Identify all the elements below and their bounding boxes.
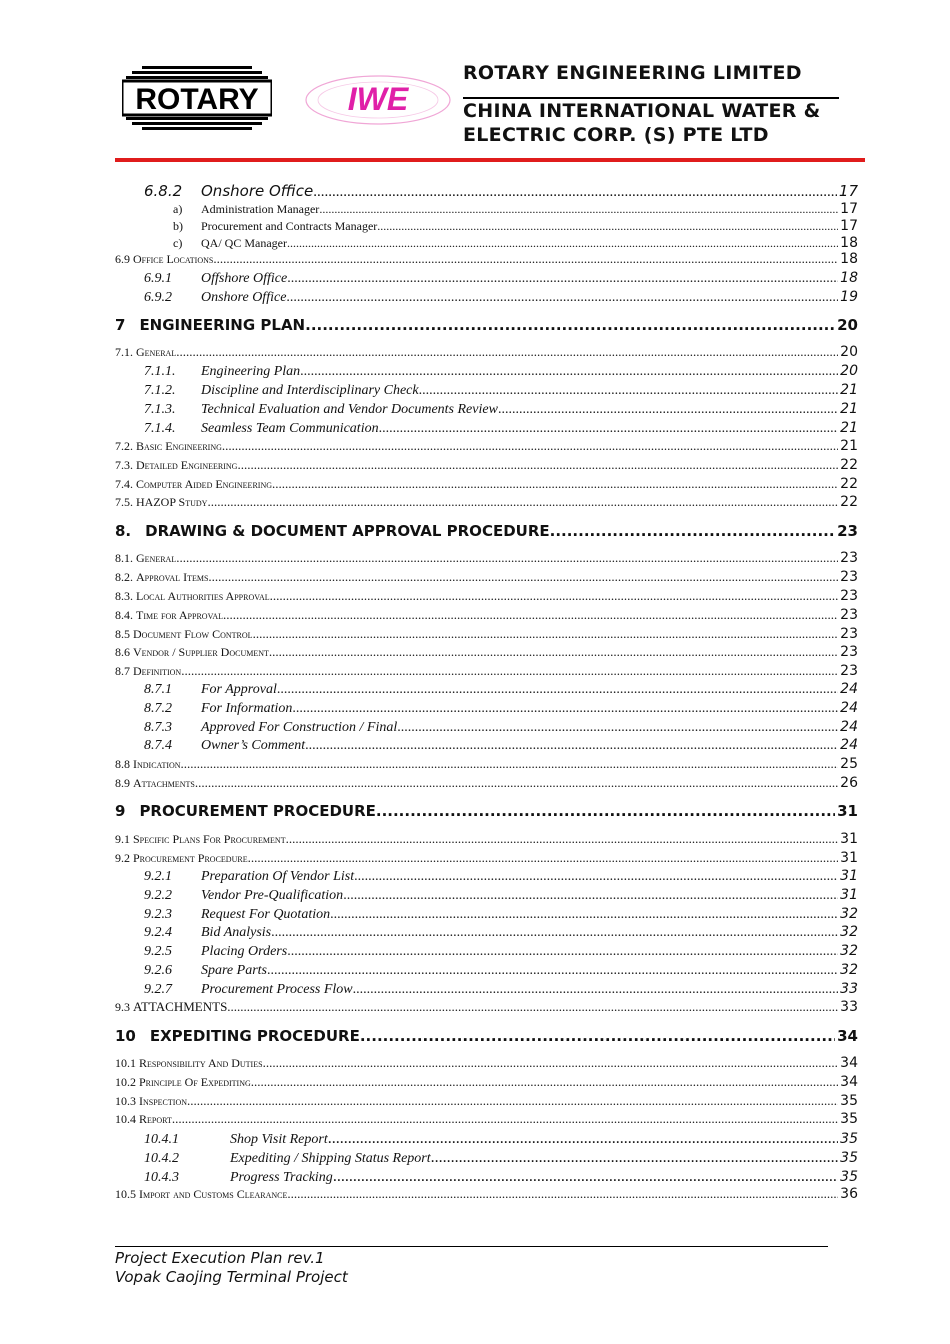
toc-entry[interactable] [115, 644, 858, 661]
toc-page: 22 [840, 476, 858, 492]
toc-page: 21 [840, 420, 858, 436]
toc-number: 8.7.4 [144, 738, 172, 753]
toc-label: DRAWING & DOCUMENT APPROVAL PROCEDURE [145, 522, 550, 540]
toc-number: 7.1.4. [144, 421, 176, 436]
toc-page: 32 [840, 924, 858, 940]
toc-number: 8.5 [115, 627, 130, 641]
toc-leader [277, 682, 838, 698]
toc-entry[interactable] [115, 831, 858, 848]
toc-entry[interactable] [115, 494, 858, 511]
toc-entry[interactable] [115, 906, 858, 924]
toc-label: Report [139, 1112, 172, 1126]
toc-number: 9.2.1 [144, 869, 172, 884]
toc-label: Discipline and Interdisciplinary Check [201, 383, 419, 398]
toc-page: 31 [840, 868, 858, 884]
toc-number: 6.8.2 [144, 182, 183, 200]
toc-entry[interactable] [115, 316, 858, 336]
toc-number: 8.2. [115, 570, 133, 584]
toc-leader [207, 494, 838, 510]
toc-label: Onshore Office [201, 290, 287, 305]
toc-leader [305, 316, 835, 334]
toc-leader [263, 1055, 839, 1071]
toc-page: 31 [840, 850, 858, 866]
toc-number: 8.8 [115, 757, 130, 771]
toc-label: Placing Orders [201, 944, 288, 959]
toc-number: 7.1.2. [144, 383, 176, 398]
toc-entry[interactable] [115, 756, 858, 773]
toc-label: Bid Analysis [201, 925, 272, 940]
toc-label: Preparation Of Vendor List [201, 869, 355, 884]
toc-page: 17 [838, 182, 858, 200]
toc-page: 31 [840, 887, 858, 903]
toc-number: 7.2. [115, 439, 133, 453]
toc-label: Progress Tracking [230, 1170, 333, 1185]
toc-entry[interactable] [115, 981, 858, 999]
toc-leader [227, 999, 838, 1015]
toc-number: 7.1. [115, 345, 133, 359]
toc-label: Computer Aided Engineering [136, 477, 272, 491]
toc-entry[interactable] [115, 344, 858, 361]
toc-number: 6.9.2 [144, 290, 172, 305]
toc-label: Owner’s Comment [201, 738, 306, 753]
toc-number: 7.5. [115, 495, 133, 509]
toc-page: 19 [840, 289, 858, 305]
toc-label: Vendor / Supplier Document [133, 645, 269, 659]
toc-leader [319, 202, 838, 217]
toc-page: 33 [840, 981, 858, 997]
toc-label: Approved For Construction / Final [201, 720, 398, 735]
toc-entry[interactable] [115, 868, 858, 886]
toc-page: 18 [840, 235, 858, 251]
toc-page: 22 [840, 457, 858, 473]
toc-leader [213, 251, 838, 267]
toc-entry[interactable] [115, 1168, 858, 1186]
toc-page: 24 [840, 681, 858, 697]
toc-entry[interactable] [115, 663, 858, 680]
toc-number: 9.2.4 [144, 925, 172, 940]
toc-leader [181, 663, 838, 679]
toc-leader [208, 569, 838, 585]
toc-number: 10.3 [115, 1094, 136, 1108]
toc-entry[interactable] [115, 607, 858, 624]
toc-entry[interactable] [115, 235, 858, 251]
toc-number: 6.9 [115, 252, 130, 266]
footer-rule [115, 1246, 828, 1247]
toc-leader [223, 607, 838, 623]
toc-page: 31 [837, 802, 858, 820]
toc-number: 9.2.3 [144, 907, 172, 922]
iwe-logo-text: IWE [347, 81, 409, 117]
toc-page: 32 [840, 943, 858, 959]
toc-entry[interactable] [115, 289, 858, 307]
toc-label: Document Flow Control [133, 627, 253, 641]
toc-label: Indication [133, 757, 181, 771]
toc-page: 34 [840, 1055, 858, 1071]
toc-page: 24 [840, 700, 858, 716]
toc-label: Inspection [139, 1094, 187, 1108]
toc-leader [176, 550, 838, 566]
toc-leader [287, 271, 838, 287]
toc-number: 8.1. [115, 551, 133, 565]
toc-entry[interactable] [115, 1074, 858, 1091]
toc-entry[interactable] [115, 1149, 858, 1167]
toc-entry[interactable] [115, 999, 858, 1016]
toc-leader [292, 701, 838, 717]
toc-label: Vendor Pre-Qualification [201, 888, 344, 903]
toc-number: 10 [115, 1027, 136, 1045]
toc-number: 9.2.5 [144, 944, 172, 959]
toc-label: Office Locations [133, 252, 214, 266]
toc-page: 17 [840, 201, 858, 217]
toc-leader [431, 1149, 839, 1167]
toc-entry[interactable] [115, 1093, 858, 1110]
toc-label: Procurement Procedure [133, 851, 248, 865]
toc-page: 36 [840, 1186, 858, 1202]
toc-entry[interactable] [115, 943, 858, 961]
toc-page: 24 [840, 737, 858, 753]
toc-number: 10.4.1 [144, 1132, 179, 1147]
toc-number: 9.2.2 [144, 888, 172, 903]
toc-number: 7 [115, 316, 126, 334]
toc-entry[interactable] [115, 626, 858, 643]
toc-label: Offshore Office [201, 271, 288, 286]
toc-leader [195, 775, 838, 791]
toc-label: Detailed Engineering [136, 458, 238, 472]
toc-label: Spare Parts [201, 963, 267, 978]
toc-label: Request For Quotation [201, 907, 331, 922]
toc-entry[interactable] [115, 476, 858, 493]
toc-label: Engineering Plan [201, 364, 301, 379]
toc-page: 35 [840, 1150, 858, 1166]
toc-leader [251, 1074, 838, 1090]
rotary-logo [122, 66, 272, 130]
toc-page: 23 [840, 569, 858, 585]
toc-number: 8.7.2 [144, 701, 172, 716]
toc-entry[interactable] [115, 775, 858, 792]
toc-leader [286, 290, 838, 306]
toc-entry[interactable] [115, 924, 858, 942]
toc-entry[interactable] [115, 737, 858, 755]
toc-page: 23 [840, 663, 858, 679]
toc-leader [237, 457, 838, 473]
toc-number: 8.9 [115, 776, 130, 790]
toc-page: 24 [840, 719, 858, 735]
toc-leader [376, 802, 835, 820]
toc-entry[interactable] [115, 1027, 858, 1047]
toc-label: Approval Items [136, 570, 209, 584]
toc-leader [287, 1186, 838, 1202]
toc-page: 23 [840, 626, 858, 642]
toc-number: 10.5 [115, 1187, 136, 1201]
toc-label: ENGINEERING PLAN [139, 316, 306, 334]
toc-label: Principle Of Expediting [139, 1075, 251, 1089]
toc-entry[interactable] [115, 1130, 858, 1148]
toc-leader [269, 644, 838, 660]
toc-page: 35 [840, 1111, 858, 1127]
toc-number: 7.4. [115, 477, 133, 491]
toc-page: 21 [840, 401, 858, 417]
toc-label: Shop Visit Report [230, 1132, 328, 1147]
toc-number: 7.1.1. [144, 364, 176, 379]
toc-entry[interactable] [115, 522, 858, 542]
toc-leader [343, 888, 838, 904]
toc-entry[interactable] [115, 962, 858, 980]
toc-entry[interactable] [115, 550, 858, 567]
toc-entry[interactable] [115, 251, 858, 268]
toc-number: 10.4.2 [144, 1151, 179, 1166]
toc-label: Specific Plans For Procurement [133, 832, 286, 846]
toc-number: c) [173, 236, 183, 250]
toc-label: For Approval [201, 682, 277, 697]
toc-leader [550, 522, 836, 540]
toc-entry[interactable] [115, 569, 858, 586]
toc-leader [248, 850, 839, 866]
toc-leader [328, 1130, 838, 1148]
toc-number: 9.3 [115, 1000, 130, 1014]
toc-entry[interactable] [115, 382, 858, 400]
toc-label: Technical Evaluation and Vendor Documents Review [201, 402, 498, 417]
toc-entry[interactable] [115, 1055, 858, 1072]
toc-leader [267, 963, 838, 979]
toc-leader [353, 982, 839, 998]
toc-leader [313, 184, 837, 201]
toc-page: 20 [840, 363, 858, 379]
toc-number: 10.1 [115, 1056, 136, 1070]
toc-page: 18 [840, 251, 858, 267]
company-name-line3: ELECTRIC CORP. (S) PTE LTD [463, 124, 769, 146]
toc-page: 35 [840, 1169, 858, 1185]
toc-leader [397, 720, 838, 736]
toc-entry[interactable] [115, 850, 858, 867]
toc-page: 20 [840, 344, 858, 360]
toc-page: 26 [840, 775, 858, 791]
toc-number: 7.3. [115, 458, 133, 472]
toc-entry[interactable] [115, 588, 858, 605]
toc-leader [222, 438, 838, 454]
toc-number: 6.9.1 [144, 271, 172, 286]
toc-entry[interactable] [115, 363, 858, 381]
toc-page: 25 [840, 756, 858, 772]
toc-leader [181, 756, 839, 772]
toc-label: ATTACHMENTS [133, 999, 228, 1014]
rotary-logo-text: ROTARY [135, 83, 259, 116]
footer-line1: Project Execution Plan rev.1 [115, 1249, 325, 1267]
toc-entry[interactable] [115, 1111, 858, 1128]
toc-label: Expediting / Shipping Status Report [230, 1151, 431, 1166]
iwe-logo [303, 74, 453, 126]
toc-number: 9.2.7 [144, 982, 172, 997]
toc-number: 10.4.3 [144, 1170, 179, 1185]
toc-entry[interactable] [115, 681, 858, 699]
toc-leader [330, 907, 838, 923]
toc-leader [333, 1168, 838, 1186]
toc-page: 32 [840, 962, 858, 978]
toc-number: 10.2 [115, 1075, 136, 1089]
toc-page: 22 [840, 494, 858, 510]
toc-leader [271, 925, 838, 941]
toc-page: 23 [840, 550, 858, 566]
toc-leader [354, 869, 838, 885]
toc-entry[interactable] [115, 719, 858, 737]
toc-label: Import and Customs Clearance [139, 1187, 288, 1201]
toc-leader [360, 1027, 835, 1045]
toc-leader [253, 626, 839, 642]
footer-line2: Vopak Caojing Terminal Project [115, 1268, 348, 1286]
toc-label: Administration Manager [201, 202, 320, 216]
toc-page: 35 [840, 1131, 858, 1147]
toc-number: 8.7 [115, 664, 130, 678]
toc-entry[interactable] [115, 700, 858, 718]
toc-label: General [136, 551, 177, 565]
toc-leader [172, 1111, 838, 1127]
toc-label: Attachments [133, 776, 195, 790]
toc-entry[interactable] [115, 1186, 858, 1203]
toc-page: 20 [837, 316, 858, 334]
toc-number: 8.3. [115, 589, 133, 603]
toc-entry[interactable] [115, 457, 858, 474]
toc-number: 10.4 [115, 1112, 136, 1126]
toc-label: Seamless Team Communication [201, 421, 379, 436]
toc-entry[interactable] [115, 201, 858, 217]
toc-leader [287, 236, 838, 251]
toc-number: 9 [115, 802, 126, 820]
toc-entry[interactable] [115, 420, 858, 438]
toc-leader [272, 476, 838, 492]
toc-entry[interactable] [115, 438, 858, 455]
toc-number: 8.4. [115, 608, 133, 622]
toc-entry[interactable] [115, 401, 858, 419]
toc-leader [187, 1093, 838, 1109]
toc-label: HAZOP Study [136, 495, 208, 509]
toc-entry[interactable] [115, 218, 858, 234]
toc-label: General [136, 345, 177, 359]
toc-label: For Information [201, 701, 293, 716]
toc-leader [419, 383, 839, 399]
toc-entry[interactable] [115, 887, 858, 905]
toc-page: 21 [840, 382, 858, 398]
toc-page: 34 [837, 1027, 858, 1045]
toc-page: 17 [840, 218, 858, 234]
toc-page: 23 [840, 644, 858, 660]
toc-page: 21 [840, 438, 858, 454]
toc-label: Responsibility And Duties [139, 1056, 263, 1070]
toc-number: 8.7.1 [144, 682, 172, 697]
toc-label: Onshore Office [201, 182, 314, 200]
company-name-line2: CHINA INTERNATIONAL WATER & [463, 100, 821, 122]
toc-label: Basic Engineering [136, 439, 222, 453]
toc-number: 9.1 [115, 832, 130, 846]
toc-leader [286, 831, 839, 847]
toc-page: 32 [840, 906, 858, 922]
toc-number: 9.2.6 [144, 963, 172, 978]
toc-page: 23 [840, 607, 858, 623]
toc-number: 8. [115, 522, 132, 540]
header-red-rule [115, 158, 865, 162]
toc-number: 7.1.3. [144, 402, 176, 417]
toc-label: Local Authorities Approval [136, 589, 270, 603]
toc-label: EXPEDITING PROCEDURE [149, 1027, 360, 1045]
toc-leader [498, 402, 838, 418]
toc-page: 23 [837, 522, 858, 540]
toc-page: 33 [840, 999, 858, 1015]
toc-label: Procurement and Contracts Manager [201, 219, 378, 233]
toc-page: 31 [840, 831, 858, 847]
toc-label: Time for Approval [136, 608, 223, 622]
toc-page: 35 [840, 1093, 858, 1109]
toc-leader [270, 588, 839, 604]
toc-entry[interactable] [115, 270, 858, 288]
toc-number: b) [173, 219, 183, 233]
toc-entry[interactable] [115, 802, 858, 822]
toc-label: PROCUREMENT PROCEDURE [139, 802, 376, 820]
toc-number: 8.7.3 [144, 720, 172, 735]
toc-leader [305, 738, 838, 754]
toc-leader [176, 344, 838, 360]
toc-label: QA/ QC Manager [201, 236, 287, 250]
toc-entry[interactable] [115, 182, 858, 202]
toc-number: 8.6 [115, 645, 130, 659]
toc-label: Definition [133, 664, 182, 678]
toc-page: 23 [840, 588, 858, 604]
toc-leader [379, 421, 839, 437]
toc-leader [377, 219, 838, 234]
toc-label: Procurement Process Flow [201, 982, 353, 997]
toc-number: a) [173, 202, 183, 216]
toc-leader [300, 364, 838, 380]
toc-page: 18 [840, 270, 858, 286]
toc-number: 9.2 [115, 851, 130, 865]
toc-page: 34 [840, 1074, 858, 1090]
company-name-line1: ROTARY ENGINEERING LIMITED [463, 62, 802, 84]
toc-leader [287, 944, 838, 960]
